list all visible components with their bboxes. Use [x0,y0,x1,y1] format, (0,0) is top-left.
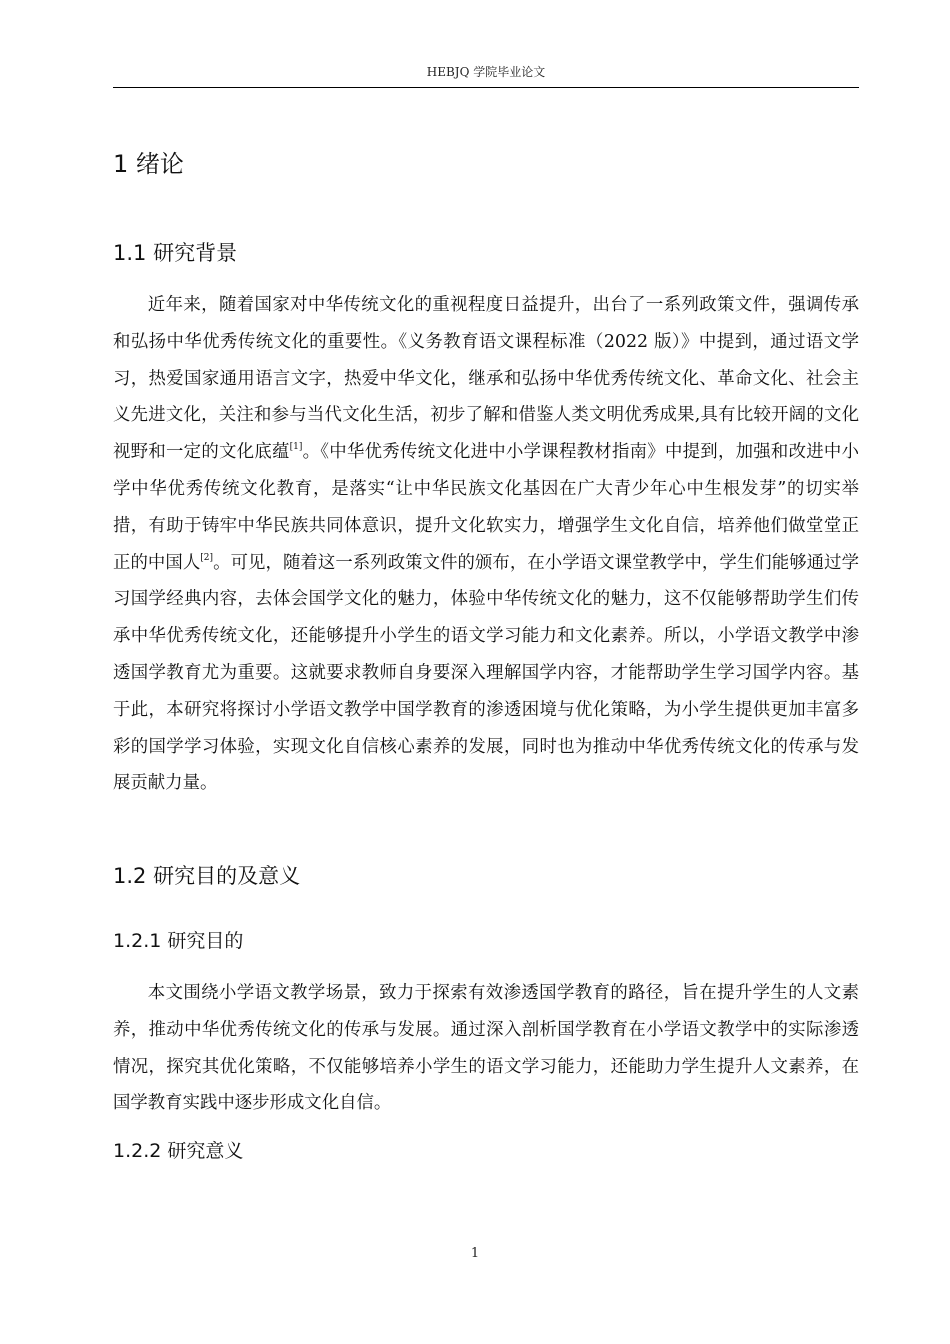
citation-ref-2: [2] [200,552,214,563]
subsection-heading-research-purpose: 1.2.1 研究目的 [113,930,244,952]
subsection-heading-research-significance: 1.2.2 研究意义 [113,1140,244,1162]
paragraph-research-background [113,287,859,802]
section-heading-research-background: 1.1 研究背景 [113,241,238,265]
chapter-title: 1 绪论 [113,150,184,178]
citation-ref-1: [1] [289,442,303,453]
paragraph-text-part1: 近年来，随着国家对中华传统文化的重视程度日益提升，出台了一系列政策文件，强调传承和弘扬中华优秀传统文化的重要性。《义务教育语文课程标准（2022 版）》中提到，通过语文学习，热爱国家通用语言文字，热爱中华文化，继承和弘扬中华优秀传统文化、革命文化、社会主义先进文化，关注和参与当代文化生活，初步了解和借鉴人类文明优秀成果,具有比较开阔的文化视野和一定的文化底蕴 [113,295,859,463]
paragraph-research-purpose: 本文围绕小学语文教学场景，致力于探索有效渗透国学教育的路径，旨在提升学生的人文素养，推动中华优秀传统文化的传承与发展。通过深入剖析国学教育在小学语文教学中的实际渗透情况，探究其优化策略，不仅能够培养小学生的语文学习能力，还能助力学生提升人文素养，在国学教育实践中逐步形成文化自信。 [113,983,859,1114]
paragraph-text-part3: 。可见，随着这一系列政策文件的颁布，在小学语文课堂教学中，学生们能够通过学习国学经典内容，去体会国学文化的魅力，体验中华传统文化的魅力，这不仅能够帮助学生们传承中华优秀传统文化，还能够提升小学生的语文学习能力和文化素养。所以，小学语文教学中渗透国学教育尤为重要。这就要求教师自身要深入理解国学内容，才能帮助学生学习国学内容。基于此，本研究将探讨小学语文教学中国学教育的渗透困境与优化策略，为小学生提供更加丰富多彩的国学学习体验，实现文化自信核心素养的发展，同时也为推动中华优秀传统文化的传承与发展贡献力量。 [113,552,859,794]
page-number: 1 [470,1246,480,1261]
section-heading-purpose-significance: 1.2 研究目的及意义 [113,864,301,888]
page-header: HEBJQ 学院毕业论文 [113,61,859,88]
paragraph-text-part2: 。《中华优秀传统文化进中小学课程教材指南》中提到，加强和改进中小学中华优秀传统文化教育，是落实“让中华民族文化基因在广大青少年心中生根发芽”的切实举措，有助于铸牢中华民族共同体意识，提升文化软实力，增强学生文化自信，培养他们做堂堂正正的中国人 [113,442,859,573]
